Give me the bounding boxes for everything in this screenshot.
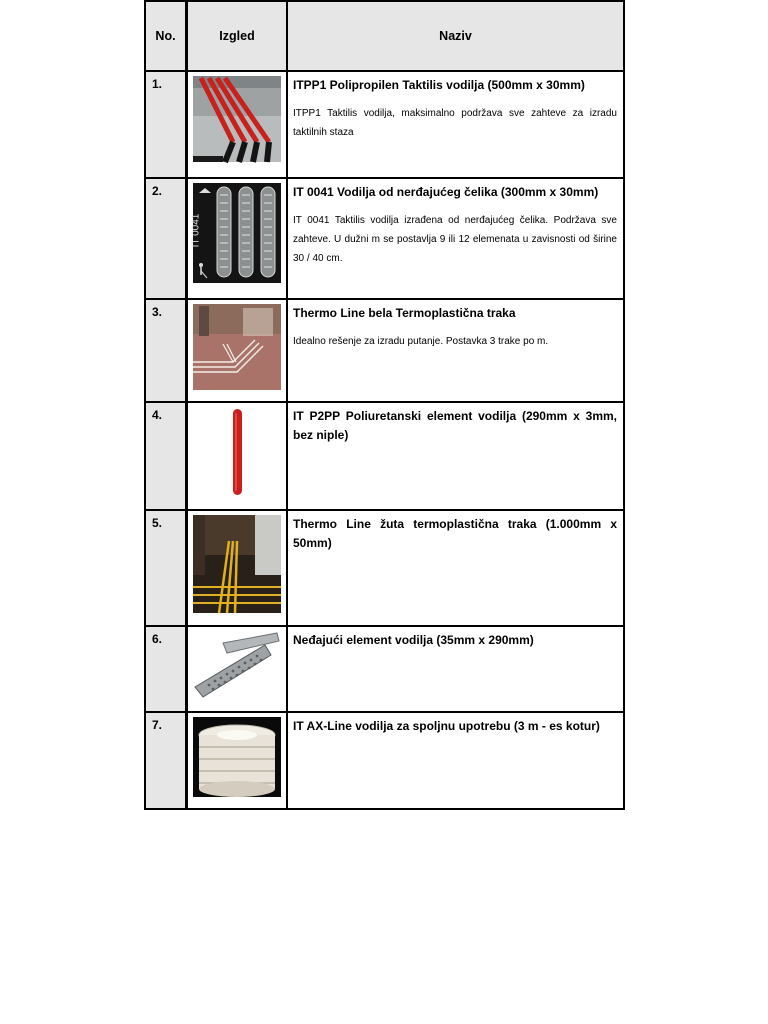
table-row (145, 626, 624, 712)
header-no: No. (145, 1, 187, 71)
row-image-cell (187, 402, 288, 510)
table-row (145, 71, 624, 178)
row-image-cell (187, 299, 288, 402)
product-description: Idealno rešenje za izradu putanje. Postavka 3 trake po m. (293, 336, 549, 347)
row-image-cell (187, 712, 288, 809)
steel-guide-elements-photo (190, 183, 281, 283)
product-title: ITPP1 Polipropilen Taktilis vodilja (500mm x 30mm) (293, 78, 585, 92)
row-description-cell (287, 626, 624, 712)
product-title: IT 0041 Vodilja od nerđajućeg čelika (300mm x 30mm) (293, 185, 599, 199)
row-number: 4. (145, 402, 187, 510)
table-row (145, 510, 624, 626)
row-description-cell (287, 178, 624, 299)
red-polyurethane-bar-photo (193, 407, 281, 497)
product-title: Neđajući element vodilja (35mm x 290mm) (293, 633, 534, 647)
table-row (145, 402, 624, 510)
product-title: IT AX-Line vodilja za spoljnu upotrebu (3 m - es kotur) (293, 719, 600, 733)
header-image: Izgled (187, 1, 288, 71)
header-name: Naziv (287, 1, 624, 71)
row-number: 1. (145, 71, 187, 178)
image-label: IT 0041 (190, 213, 202, 248)
row-description-cell (287, 510, 624, 626)
product-title: Thermo Line bela Termoplastična traka (293, 306, 516, 320)
row-description-cell (287, 299, 624, 402)
table-row (145, 178, 624, 299)
row-description-cell (287, 712, 624, 809)
row-number: 2. (145, 178, 187, 299)
row-number: 5. (145, 510, 187, 626)
tape-roll-photo (193, 717, 281, 797)
row-number: 6. (145, 626, 187, 712)
table-row (145, 299, 624, 402)
row-description-cell (287, 71, 624, 178)
row-number: 3. (145, 299, 187, 402)
product-description: ITPP1 Taktilis vodilja, maksimalno podržava sve zahteve za izradu taktilnih staza (293, 108, 617, 138)
product-description: IT 0041 Taktilis vodilja izrađena od nerđajućeg čelika. Podržava sve zahteve. U dužni m se postavlja 9 ili 12 elemenata u zavisnosti od širine 30 / 40 cm. (293, 215, 617, 264)
white-thermoplastic-floor-photo (193, 304, 281, 390)
row-image-cell (187, 626, 288, 712)
row-image-cell (187, 178, 288, 299)
steel-strip-element-photo (193, 631, 281, 701)
row-description-cell (287, 402, 624, 510)
table-row (145, 712, 624, 809)
product-table (144, 0, 625, 810)
row-image-cell (187, 510, 288, 626)
red-tactile-strips-photo (193, 76, 281, 162)
row-image-cell (187, 71, 288, 178)
yellow-thermoplastic-corridor-photo (193, 515, 281, 613)
product-title: IT P2PP Poliuretanski element vodilja (290mm x 3mm, bez niple) (293, 409, 617, 442)
product-title: Thermo Line žuta termoplastična traka (1.000mm x 50mm) (293, 517, 617, 550)
table-header-row (145, 1, 624, 71)
row-number: 7. (145, 712, 187, 809)
